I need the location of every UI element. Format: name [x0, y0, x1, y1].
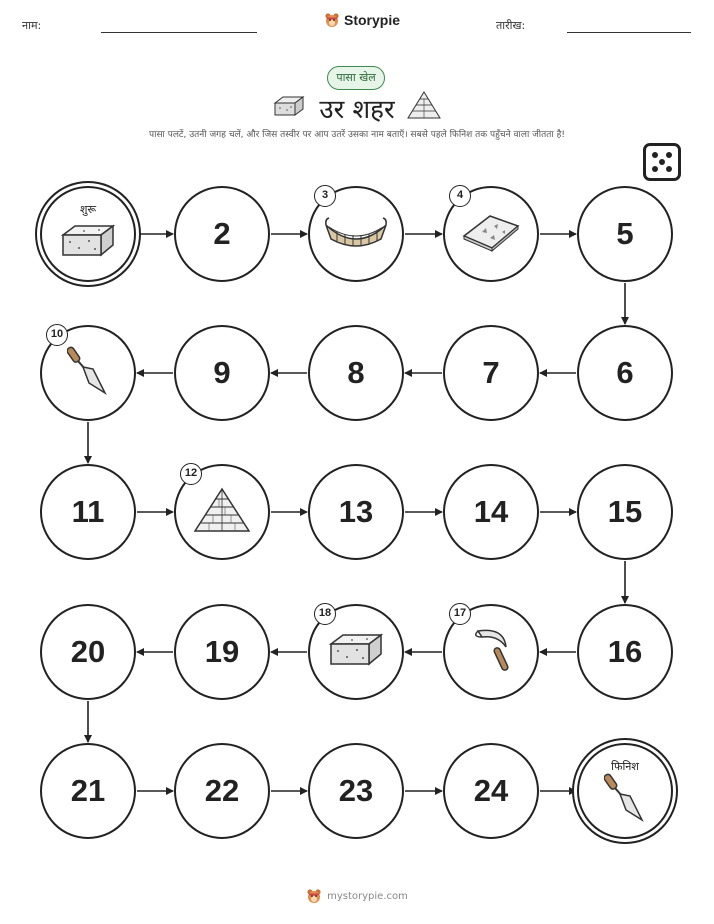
board-space-18	[308, 604, 404, 700]
footer	[0, 888, 714, 904]
space-number: 19	[204, 634, 240, 669]
space-number: 9	[213, 355, 231, 390]
board-space-23	[308, 743, 404, 839]
space-number-badge: 10	[46, 324, 68, 346]
space-number: 6	[616, 355, 634, 390]
board-space-11	[40, 464, 136, 560]
space-number: 21	[70, 773, 106, 808]
instructions: पासा पलटें, उतनी जगह चलें, और जिस तस्वीर पर आप उतरें उसका नाम बताएँ। सबसे पहले फिनिश तक पहुँचने वाला जीतता है!	[149, 130, 565, 140]
board-space-6	[577, 325, 673, 421]
board-space-24	[443, 743, 539, 839]
board-space-14	[443, 464, 539, 560]
finish-label: फिनिश	[611, 760, 639, 773]
start-space	[40, 186, 136, 282]
board-space-17	[443, 604, 539, 700]
page-title: उर शहर	[319, 95, 395, 125]
space-number: 13	[338, 494, 374, 529]
space-number: 23	[338, 773, 374, 808]
board-space-19	[174, 604, 270, 700]
footer-url[interactable]: mystorypie.com	[327, 890, 408, 902]
finish-space	[577, 743, 673, 839]
board-space-20	[40, 604, 136, 700]
space-number-badge: 17	[449, 603, 471, 625]
game-type-badge: पासा खेल	[327, 66, 385, 90]
brick-icon	[59, 223, 117, 263]
board-space-2	[174, 186, 270, 282]
name-label: नाम:	[22, 19, 42, 32]
trowel-icon	[604, 772, 646, 828]
space-number: 11	[71, 494, 105, 529]
board-space-8	[308, 325, 404, 421]
board-space-5	[577, 186, 673, 282]
board-space-4	[443, 186, 539, 282]
board-space-13	[308, 464, 404, 560]
board-space-9	[174, 325, 270, 421]
space-number-badge: 12	[180, 463, 202, 485]
space-number-badge: 18	[314, 603, 336, 625]
space-number: 15	[607, 494, 643, 529]
bear-icon	[306, 888, 322, 904]
sickle-icon	[468, 625, 514, 679]
board-space-22	[174, 743, 270, 839]
board-space-16	[577, 604, 673, 700]
board-space-10	[40, 325, 136, 421]
space-number: 14	[473, 494, 509, 529]
board-space-3	[308, 186, 404, 282]
clay-tablet-icon	[460, 212, 522, 256]
space-number: 20	[70, 634, 106, 669]
space-number: 2	[213, 216, 231, 251]
space-number: 22	[204, 773, 240, 808]
board-space-12	[174, 464, 270, 560]
space-number-badge: 4	[449, 185, 471, 207]
space-number: 8	[347, 355, 365, 390]
space-number: 24	[473, 773, 509, 808]
trowel-icon	[67, 345, 109, 401]
date-label: तारीख:	[496, 19, 526, 32]
space-number: 5	[616, 216, 634, 251]
board-space-15	[577, 464, 673, 560]
start-label: शुरू	[79, 203, 97, 216]
space-number: 16	[607, 634, 643, 669]
space-number: 7	[482, 355, 500, 390]
board-space-7	[443, 325, 539, 421]
brick-icon	[327, 632, 385, 672]
ziggurat-icon	[191, 487, 253, 537]
board-space-21	[40, 743, 136, 839]
boat-icon	[323, 213, 389, 255]
brand-name: Storypie	[344, 12, 401, 28]
space-number-badge: 3	[314, 185, 336, 207]
